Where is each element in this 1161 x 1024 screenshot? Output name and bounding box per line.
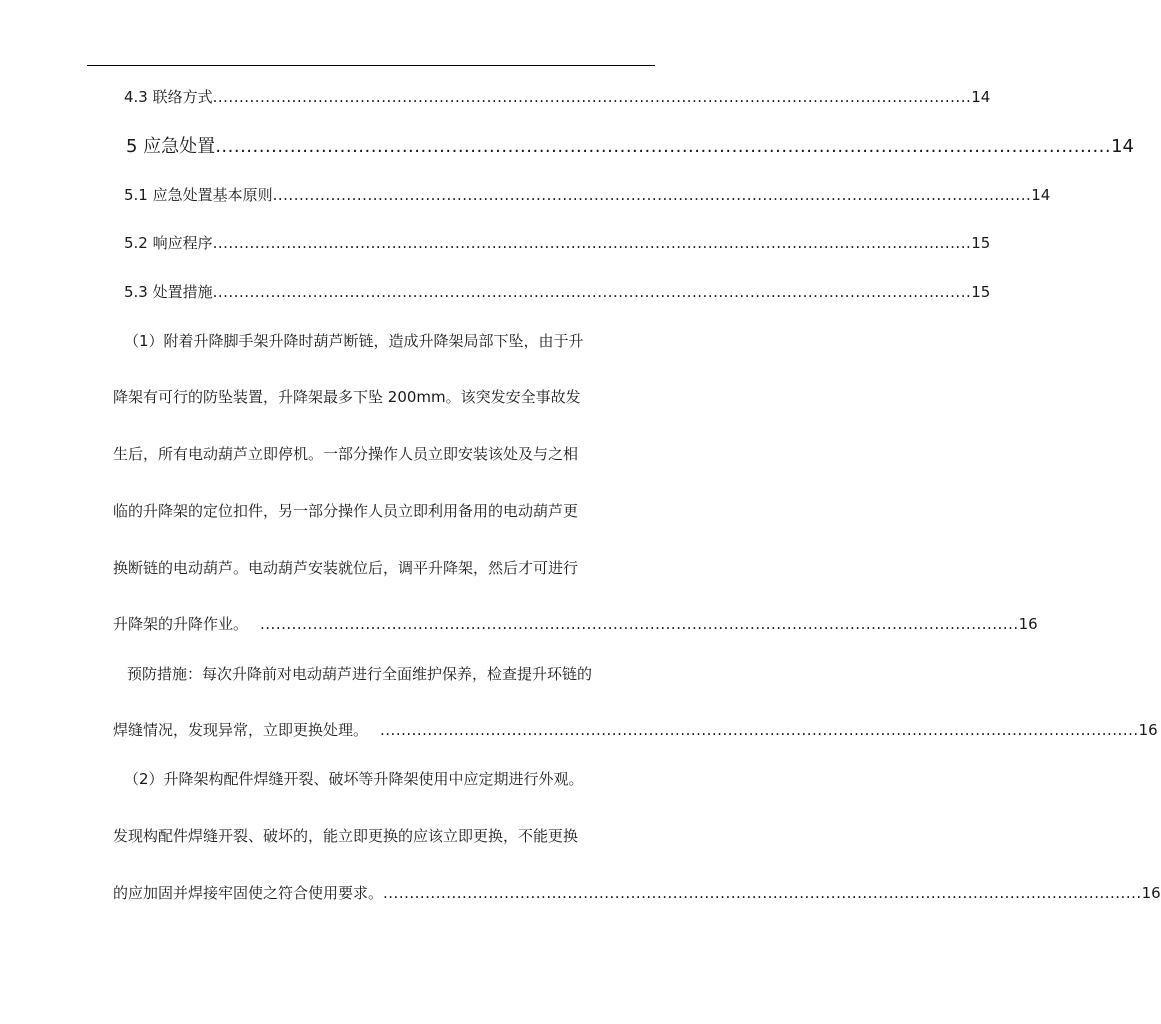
toc-leader: ................................................................................................................................................ xyxy=(260,615,1019,633)
body-line: 发现构配件焊缝开裂、破坏的，能立即更换的应该立即更换，不能更换 xyxy=(113,827,579,845)
toc-leader: ................................................................................................................................................ xyxy=(380,721,1139,739)
toc-page-number: 16 xyxy=(1138,721,1158,739)
toc-leader: ................................................................................................................................................ xyxy=(272,186,1032,204)
toc-leader: ................................................................................................................................................ xyxy=(212,234,972,252)
toc-label: 5.3 处置措施 xyxy=(124,283,213,301)
toc-leader: ................................................................................................................................................ xyxy=(215,136,1112,157)
toc-leader: ................................................................................................................................................ xyxy=(212,283,972,301)
toc-label: 5 应急处置 xyxy=(126,136,216,157)
body-line: （2）升降架构配件焊缝开裂、破坏等升降架使用中应定期进行外观。 xyxy=(124,770,584,788)
toc-entry-5-3[interactable] xyxy=(124,281,991,302)
body-line-with-page[interactable] xyxy=(113,613,1038,634)
body-line: 生后，所有电动葫芦立即停机。一部分操作人员立即安装该处及与之相 xyxy=(113,445,579,463)
toc-leader: ................................................................................................................................................ xyxy=(383,884,1142,902)
toc-label: 4.3 联络方式 xyxy=(124,88,213,106)
body-line-text: 的应加固并焊接牢固使之符合使用要求。 xyxy=(113,884,384,902)
body-line: 换断链的电动葫芦。电动葫芦安装就位后，调平升降架，然后才可进行 xyxy=(113,559,579,577)
toc-entry-5[interactable] xyxy=(126,132,1135,158)
body-line: 临的升降架的定位扣件，另一部分操作人员立即利用备用的电动葫芦更 xyxy=(113,502,579,520)
toc-page-number: 15 xyxy=(971,283,991,301)
toc-page-number: 16 xyxy=(1141,884,1161,902)
body-line-with-page[interactable] xyxy=(113,882,1161,903)
body-line: 降架有可行的防坠装置，升降架最多下坠 200mm。该突发安全事故发 xyxy=(113,388,581,406)
toc-label: 5.2 响应程序 xyxy=(124,234,213,252)
body-line: 预防措施：每次升降前对电动葫芦进行全面维护保养，检查提升环链的 xyxy=(127,665,593,683)
toc-page-number: 14 xyxy=(971,88,991,106)
body-line-text: 升降架的升降作业。 xyxy=(113,615,249,633)
toc-entry-5-2[interactable] xyxy=(124,232,991,253)
toc-label: 5.1 应急处置基本原则 xyxy=(124,186,273,204)
body-line: （1）附着升降脚手架升降时葫芦断链，造成升降架局部下坠，由于升 xyxy=(124,332,584,350)
toc-page-number: 14 xyxy=(1111,136,1135,157)
toc-page-number: 14 xyxy=(1031,186,1051,204)
toc-page-number: 16 xyxy=(1018,615,1038,633)
toc-leader: ................................................................................................................................................ xyxy=(212,88,972,106)
header-rule xyxy=(87,65,655,66)
toc-entry-5-1[interactable] xyxy=(124,184,1051,205)
toc-entry-4-3[interactable] xyxy=(124,86,991,107)
toc-page-number: 15 xyxy=(971,234,991,252)
body-line-with-page[interactable] xyxy=(113,719,1158,740)
body-line-text: 焊缝情况，发现异常，立即更换处理。 xyxy=(113,721,369,739)
